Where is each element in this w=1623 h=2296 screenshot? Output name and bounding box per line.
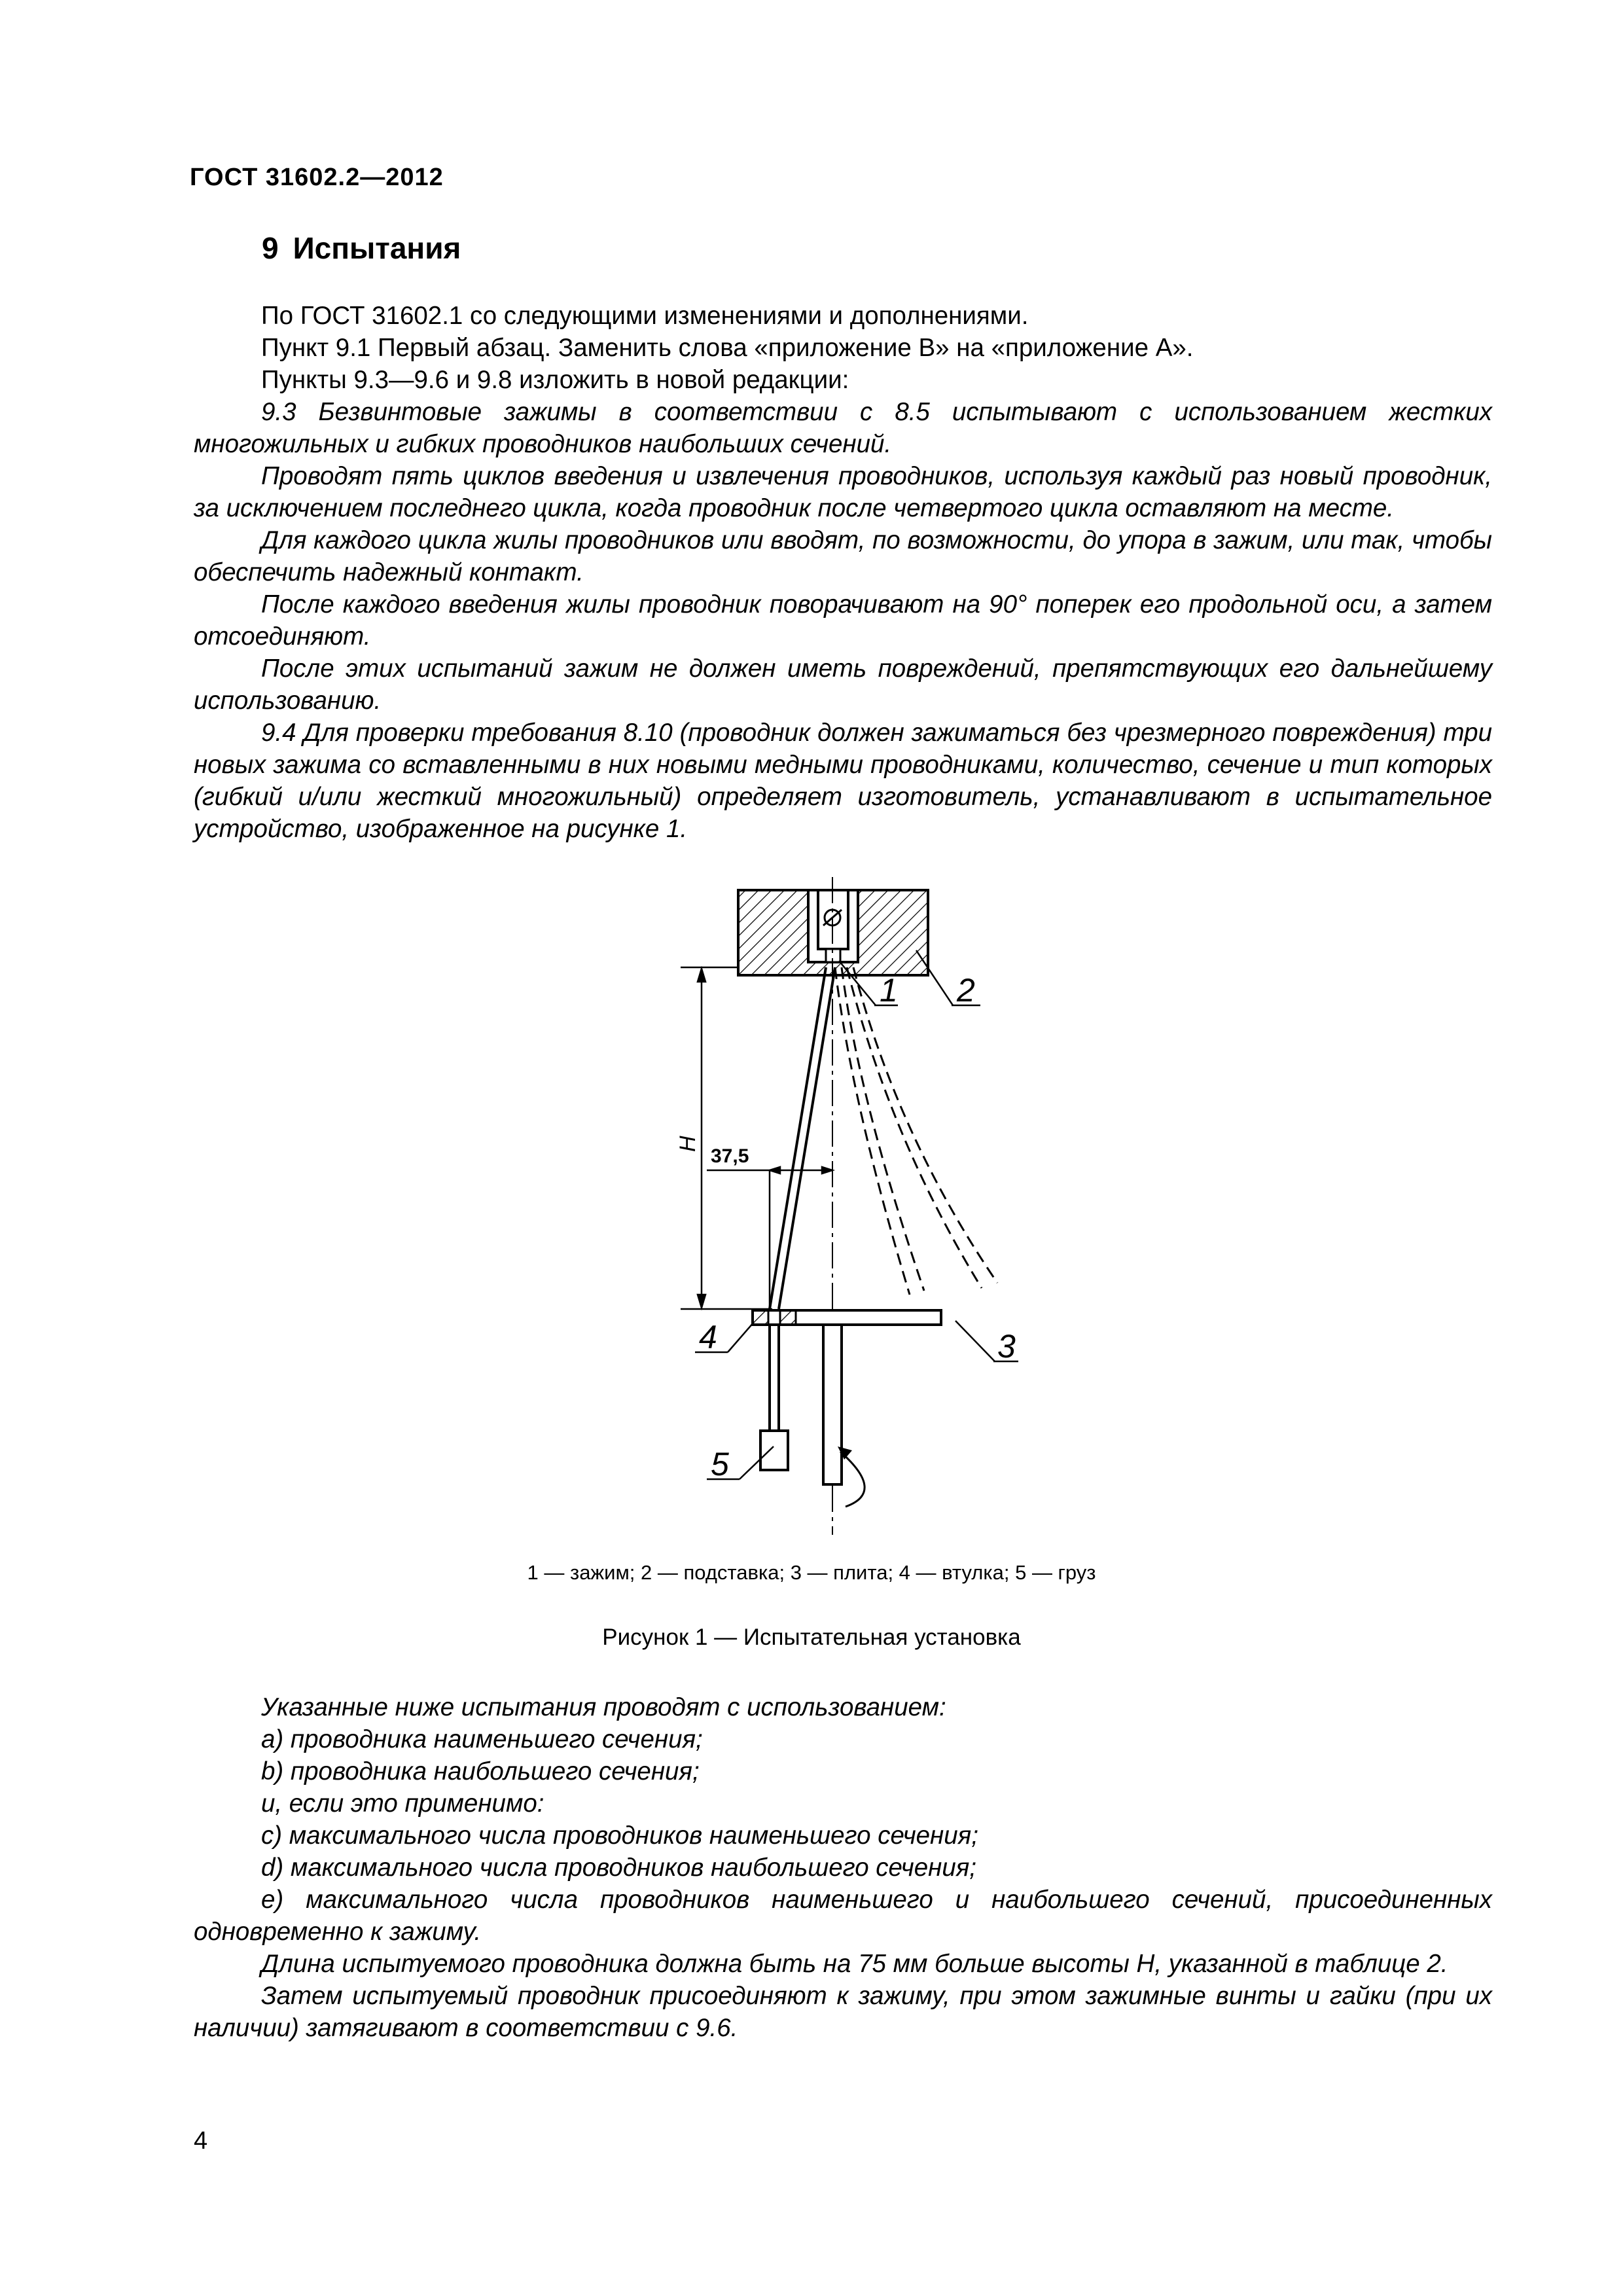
callout-3: 3 bbox=[997, 1328, 1016, 1365]
callout-4: 4 bbox=[699, 1319, 717, 1355]
rotation-shaft bbox=[823, 1325, 842, 1484]
plate bbox=[753, 1310, 941, 1325]
figure-caption: Рисунок 1 — Испытательная установка bbox=[602, 1624, 1021, 1650]
list-item: b) проводника наибольшего сечения; bbox=[261, 1757, 700, 1785]
paragraph: По ГОСТ 31602.1 со следующими изменениями и дополнениями. bbox=[261, 302, 1029, 330]
section-title-text: Испытания bbox=[293, 231, 461, 265]
paragraph: После каждого введения жилы проводник поворачивают на 90° поперек его продольной оси, а затем отсоединяют. bbox=[194, 590, 1492, 651]
dimension-offset-label: 37,5 bbox=[711, 1145, 749, 1167]
page-number: 4 bbox=[194, 2127, 208, 2155]
weight bbox=[760, 1431, 788, 1470]
test-setup-drawing bbox=[654, 877, 1113, 1545]
document-header: ГОСТ 31602.2—2012 bbox=[190, 164, 444, 191]
section-heading bbox=[262, 230, 461, 266]
callout-5: 5 bbox=[711, 1446, 729, 1482]
list-item: e) максимального числа проводников наименьшего и наибольшего сечений, присоединенных одновременно к зажиму. bbox=[194, 1886, 1492, 1946]
paragraph: Проводят пять циклов введения и извлечения проводников, используя каждый раз новый проводник, за исключением последнего цикла, когда проводник после четвертого цикла оставляют на месте. bbox=[194, 462, 1492, 522]
callout-leaders bbox=[695, 950, 1018, 1479]
list-item: c) максимального числа проводников наименьшего сечения; bbox=[261, 1821, 978, 1850]
paragraph: Указанные ниже испытания проводят с использованием: bbox=[261, 1693, 946, 1721]
callout-2: 2 bbox=[957, 972, 975, 1009]
paragraph: Пункт 9.1 Первый абзац. Заменить слова «приложение В» на «приложение А». bbox=[261, 334, 1194, 362]
deflected-conductors bbox=[835, 967, 997, 1295]
paragraph: и, если это применимо: bbox=[261, 1789, 544, 1818]
dimension-offset bbox=[707, 1167, 832, 1309]
list-item: a) проводника наименьшего сечения; bbox=[261, 1725, 703, 1753]
figure-legend: 1 — зажим; 2 — подставка; 3 — плита; 4 — втулка; 5 — груз bbox=[527, 1561, 1096, 1584]
paragraph: Пункты 9.3—9.6 и 9.8 изложить в новой редакции: bbox=[261, 366, 849, 394]
test-setup-figure bbox=[654, 877, 1113, 1545]
callout-1: 1 bbox=[880, 972, 898, 1009]
body-text-top bbox=[194, 300, 1492, 845]
paragraph: 9.3 Безвинтовые зажимы в соответствии с 8.5 испытывают с использованием жестких многожильных и гибких проводников наибольших сечений. bbox=[194, 398, 1492, 458]
paragraph: Длина испытуемого проводника должна быть на 75 мм больше высоты H, указанной в таблице 2. bbox=[261, 1950, 1448, 1978]
paragraph: Затем испытуемый проводник присоединяют к зажиму, при этом зажимные винты и гайки (при их наличии) затягивают в соответствии с 9.6. bbox=[194, 1982, 1492, 2042]
sleeve-and-conductor-end bbox=[770, 1325, 779, 1431]
conductor bbox=[770, 967, 835, 1309]
paragraph: Для каждого цикла жилы проводников или вводят, по возможности, до упора в зажим, или так, чтобы обеспечить надежный контакт. bbox=[194, 526, 1492, 586]
body-text-bottom bbox=[194, 1691, 1492, 2044]
list-item: d) максимального числа проводников наибольшего сечения; bbox=[261, 1854, 977, 1882]
paragraph: 9.4 Для проверки требования 8.10 (проводник должен зажиматься без чрезмерного повреждения) три новых зажима со вставленными в них новыми медными проводниками, количество, сечение и тип которых (гибкий и/или жесткий многожильный) определяет изготовитель, устанавливают в испытательное устройство, изображенное на рисунке 1. bbox=[194, 719, 1492, 843]
paragraph: После этих испытаний зажим не должен иметь повреждений, препятствующих его дальнейшему использованию. bbox=[194, 655, 1492, 715]
dimension-h-label: H bbox=[675, 1136, 700, 1152]
section-number: 9 bbox=[262, 231, 279, 265]
